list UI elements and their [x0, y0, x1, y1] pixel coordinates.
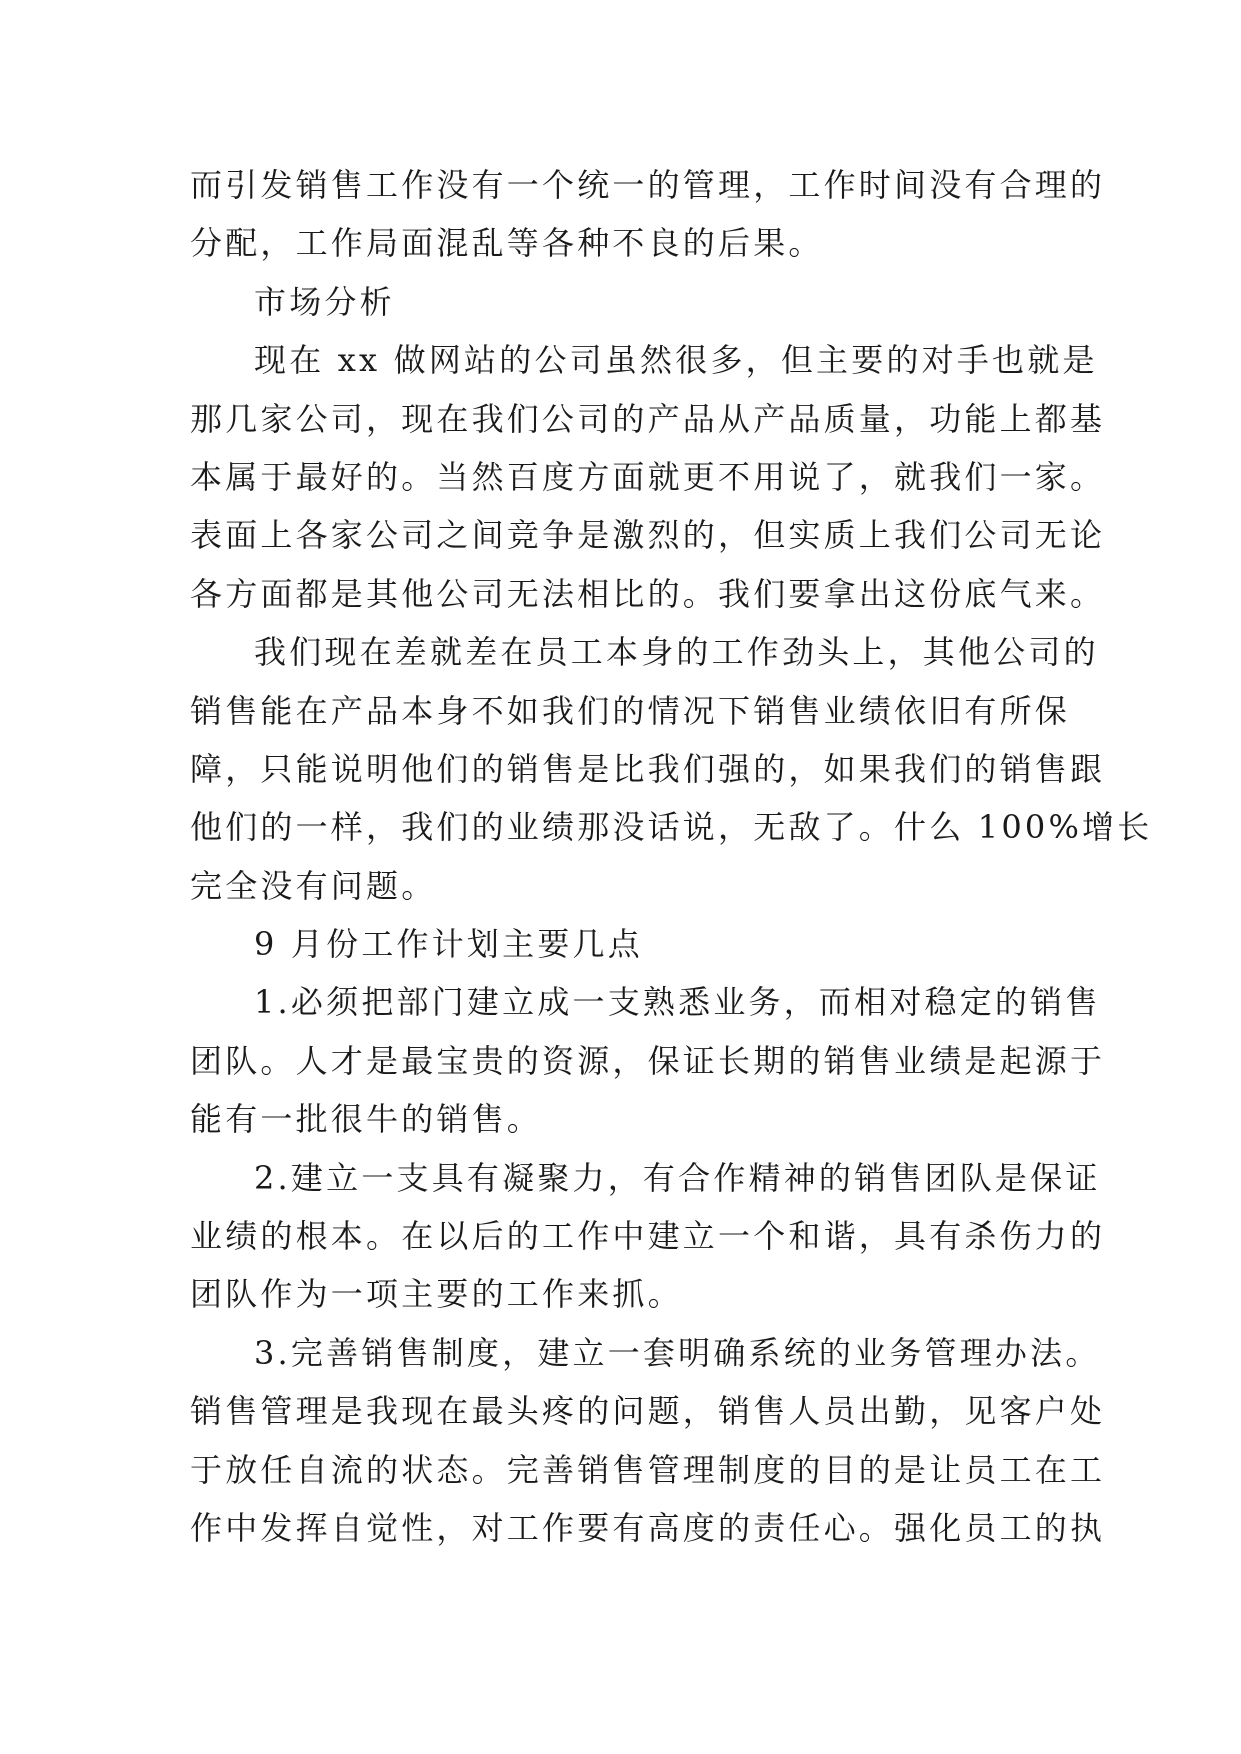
- text-line: 各方面都是其他公司无法相比的。我们要拿出这份底气来。: [190, 574, 1106, 613]
- text-line: 于放任自流的状态。完善销售管理制度的目的是让员工在工: [190, 1450, 1106, 1489]
- text-line: 能有一批很牛的销售。: [190, 1100, 543, 1139]
- text-line: 团队作为一项主要的工作来抓。: [190, 1275, 683, 1314]
- list-item-text: 3.完善销售制度，建立一套明确系统的业务管理办法。: [254, 1333, 1101, 1372]
- section-heading: 9 月份工作计划主要几点: [254, 925, 643, 964]
- text-line: 本属于最好的。当然百度方面就更不用说了，就我们一家。: [190, 457, 1106, 496]
- text-line: 完全没有问题。: [190, 866, 437, 905]
- text-line: 作中发挥自觉性，对工作要有高度的责任心。强化员工的执: [190, 1508, 1106, 1547]
- text-line: 而引发销售工作没有一个统一的管理，工作时间没有合理的: [190, 166, 1106, 204]
- text-line: 销售能在产品本身不如我们的情况下销售业绩依旧有所保: [190, 691, 1071, 730]
- text-line: 那几家公司，现在我们公司的产品从产品质量，功能上都基: [190, 399, 1106, 438]
- text-line: 我们现在差就差在员工本身的工作劲头上，其他公司的: [254, 633, 1099, 672]
- text-line: 表面上各家公司之间竞争是激烈的，但实质上我们公司无论: [190, 516, 1106, 555]
- text-line: 业绩的根本。在以后的工作中建立一个和谐，具有杀伤力的: [190, 1217, 1106, 1256]
- section-heading: 市场分析: [254, 282, 395, 321]
- document-body: [190, 156, 1153, 1557]
- text-line: 现在 xx 做网站的公司虽然很多，但主要的对手也就是: [254, 341, 1098, 380]
- list-item-text: 2.建立一支具有凝聚力，有合作精神的销售团队是保证: [254, 1158, 1101, 1197]
- text-line: 障，只能说明他们的销售是比我们强的，如果我们的销售跟: [190, 749, 1106, 788]
- text-line: 他们的一样，我们的业绩那没话说，无敌了。什么 100%增长: [190, 808, 1153, 847]
- text-line: 分配，工作局面混乱等各种不良的后果。: [190, 224, 824, 263]
- text-line: 团队。人才是最宝贵的资源，保证长期的销售业绩是起源于: [190, 1041, 1106, 1080]
- text-line: 销售管理是我现在最头疼的问题，销售人员出勤，见客户处: [190, 1392, 1106, 1431]
- list-item-text: 1.必须把部门建立成一支熟悉业务，而相对稳定的销售: [254, 983, 1101, 1022]
